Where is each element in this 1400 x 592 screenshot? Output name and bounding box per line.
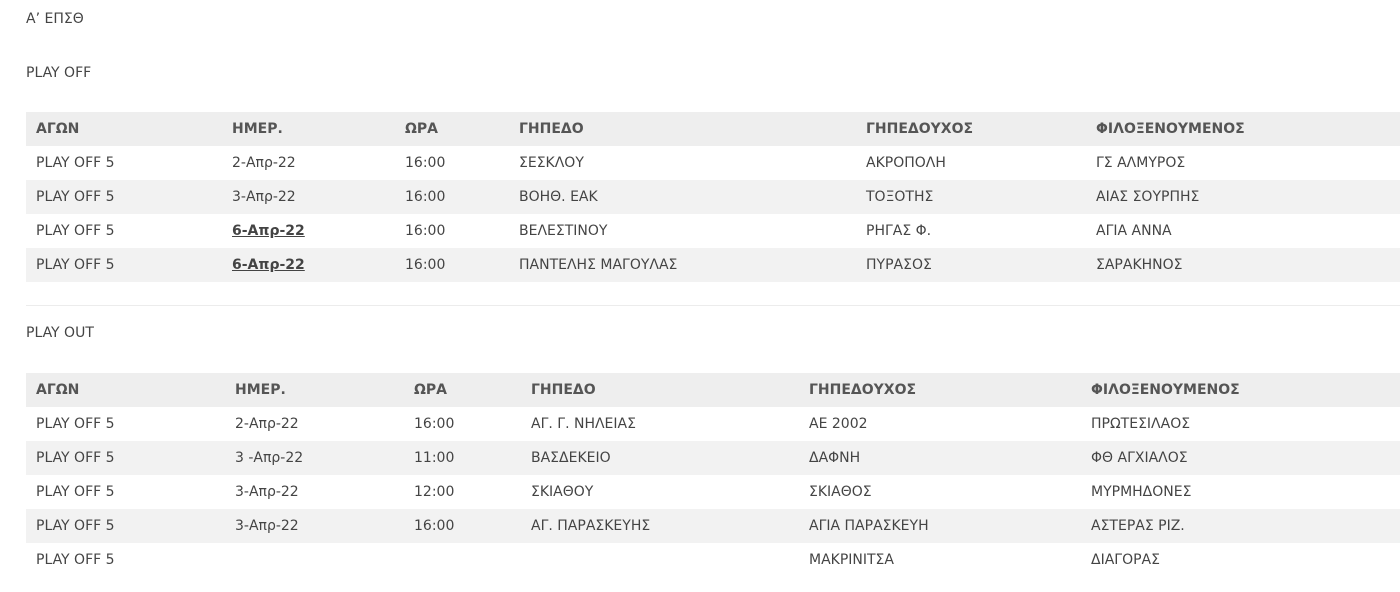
column-header-time: ΩΡΑ	[395, 112, 509, 146]
venue-cell: ΒΕΛΕΣΤΙΝΟΥ	[509, 214, 856, 248]
column-header-away: ΦΙΛΟΞΕΝΟΥΜΕΝΟΣ	[1081, 373, 1400, 407]
date-cell: 3-Απρ-22	[222, 180, 395, 214]
time-cell: 16:00	[404, 509, 521, 543]
date-cell	[225, 543, 404, 577]
match-cell: PLAY OFF 5	[26, 248, 222, 282]
date-cell	[222, 248, 395, 282]
venue-cell: ΣΕΣΚΛΟΥ	[509, 146, 856, 180]
column-header-venue: ΓΗΠΕΔΟ	[521, 373, 799, 407]
home-team-cell: ΣΚΙΑΘΟΣ	[799, 475, 1081, 509]
time-cell: 11:00	[404, 441, 521, 475]
home-team-cell: ΤΟΞΟΤΗΣ	[856, 180, 1086, 214]
column-header-venue: ΓΗΠΕΔΟ	[509, 112, 856, 146]
playoff-table	[26, 112, 1400, 282]
venue-cell: ΣΚΙΑΘΟΥ	[521, 475, 799, 509]
table-row	[26, 509, 1400, 543]
table-row	[26, 180, 1400, 214]
away-team-cell: ΑΙΑΣ ΣΟΥΡΠΗΣ	[1086, 180, 1400, 214]
away-team-cell: ΜΥΡΜΗΔΟΝΕΣ	[1081, 475, 1400, 509]
venue-cell: ΑΓ. ΠΑΡΑΣΚΕΥΗΣ	[521, 509, 799, 543]
match-cell: PLAY OFF 5	[26, 180, 222, 214]
playout-table	[26, 373, 1400, 577]
away-team-cell: ΑΓΙΑ ΑΝΝΑ	[1086, 214, 1400, 248]
away-team-cell: ΔΙΑΓΟΡΑΣ	[1081, 543, 1400, 577]
time-cell: 12:00	[404, 475, 521, 509]
match-cell: PLAY OFF 5	[26, 146, 222, 180]
date-cell: 3 -Απρ-22	[225, 441, 404, 475]
home-team-cell: ΡΗΓΑΣ Φ.	[856, 214, 1086, 248]
playout-heading: PLAY OUT	[26, 325, 94, 341]
time-cell: 16:00	[395, 248, 509, 282]
away-team-cell: ΓΣ ΑΛΜΥΡΟΣ	[1086, 146, 1400, 180]
table-row	[26, 407, 1400, 441]
column-header-home: ΓΗΠΕΔΟΥΧΟΣ	[856, 112, 1086, 146]
venue-cell: ΠΑΝΤΕΛΗΣ ΜΑΓΟΥΛΑΣ	[509, 248, 856, 282]
column-header-match: ΑΓΩΝ	[26, 373, 225, 407]
away-team-cell: ΣΑΡΑΚΗΝΟΣ	[1086, 248, 1400, 282]
match-cell: PLAY OFF 5	[26, 214, 222, 248]
home-team-cell: ΑΕ 2002	[799, 407, 1081, 441]
table-header-row	[26, 112, 1400, 146]
match-cell: PLAY OFF 5	[26, 509, 225, 543]
home-team-cell: ΑΚΡΟΠΟΛΗ	[856, 146, 1086, 180]
match-cell: PLAY OFF 5	[26, 441, 225, 475]
date-cell: 3-Απρ-22	[225, 475, 404, 509]
table-row	[26, 146, 1400, 180]
home-team-cell: ΠΥΡΑΣΟΣ	[856, 248, 1086, 282]
time-cell: 16:00	[395, 146, 509, 180]
date-link[interactable]: 6-Απρ-22	[232, 223, 305, 239]
column-header-date: ΗΜΕΡ.	[225, 373, 404, 407]
away-team-cell: ΑΣΤΕΡΑΣ ΡΙΖ.	[1081, 509, 1400, 543]
match-cell: PLAY OFF 5	[26, 543, 225, 577]
date-cell: 2-Απρ-22	[222, 146, 395, 180]
venue-cell: ΒΟΗΘ. ΕΑΚ	[509, 180, 856, 214]
date-cell: 3-Απρ-22	[225, 509, 404, 543]
table-row	[26, 441, 1400, 475]
time-cell	[404, 543, 521, 577]
playoff-heading: PLAY OFF	[26, 65, 92, 81]
away-team-cell: ΦΘ ΑΓΧΙΑΛΟΣ	[1081, 441, 1400, 475]
table-row	[26, 214, 1400, 248]
match-cell: PLAY OFF 5	[26, 475, 225, 509]
home-team-cell: ΔΑΦΝΗ	[799, 441, 1081, 475]
table-row	[26, 543, 1400, 577]
match-cell: PLAY OFF 5	[26, 407, 225, 441]
home-team-cell: ΜΑΚΡΙΝΙΤΣΑ	[799, 543, 1081, 577]
away-team-cell: ΠΡΩΤΕΣΙΛΑΟΣ	[1081, 407, 1400, 441]
venue-cell	[521, 543, 799, 577]
column-header-time: ΩΡΑ	[404, 373, 521, 407]
table-row	[26, 248, 1400, 282]
section-divider	[26, 305, 1400, 306]
time-cell: 16:00	[395, 180, 509, 214]
time-cell: 16:00	[404, 407, 521, 441]
venue-cell: ΒΑΣΔΕΚΕΙΟ	[521, 441, 799, 475]
table-header-row	[26, 373, 1400, 407]
league-title: Α’ ΕΠΣΘ	[26, 11, 84, 27]
column-header-away: ΦΙΛΟΞΕΝΟΥΜΕΝΟΣ	[1086, 112, 1400, 146]
time-cell: 16:00	[395, 214, 509, 248]
venue-cell: ΑΓ. Γ. ΝΗΛΕΙΑΣ	[521, 407, 799, 441]
column-header-date: ΗΜΕΡ.	[222, 112, 395, 146]
column-header-match: ΑΓΩΝ	[26, 112, 222, 146]
home-team-cell: ΑΓΙΑ ΠΑΡΑΣΚΕΥΗ	[799, 509, 1081, 543]
date-cell: 2-Απρ-22	[225, 407, 404, 441]
date-cell	[222, 214, 395, 248]
date-link[interactable]: 6-Απρ-22	[232, 257, 305, 273]
column-header-home: ΓΗΠΕΔΟΥΧΟΣ	[799, 373, 1081, 407]
table-row	[26, 475, 1400, 509]
